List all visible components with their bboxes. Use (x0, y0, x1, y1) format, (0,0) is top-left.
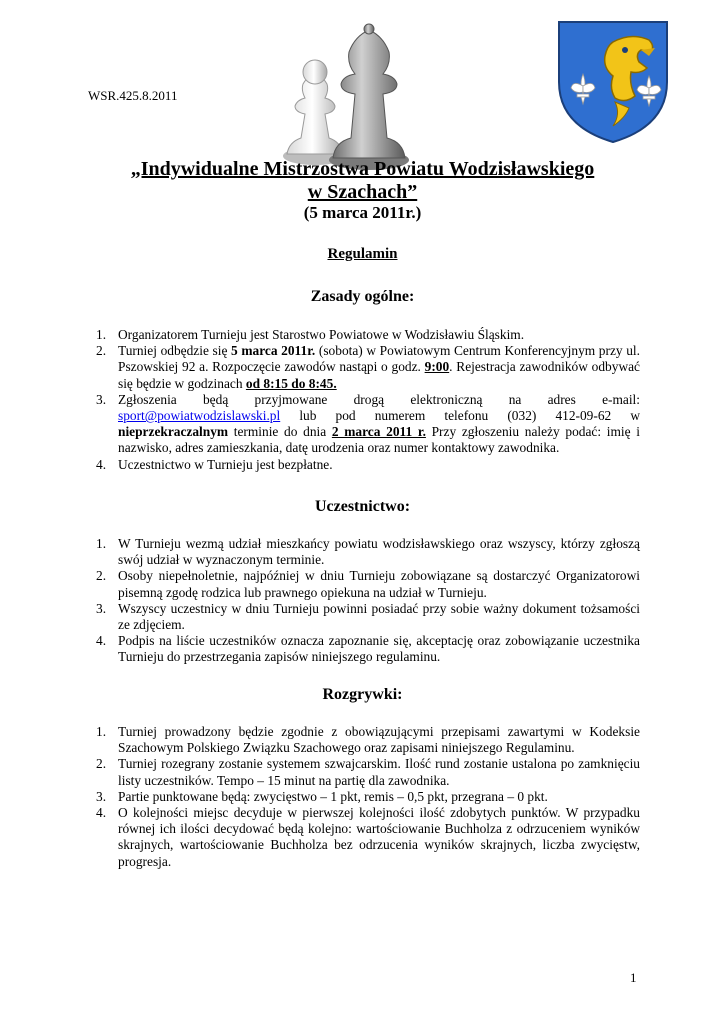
page-number: 1 (630, 970, 637, 985)
tournament-date: 5 marca 2011r. (231, 343, 316, 359)
list-item: 3. Partie punktowane będą: zwycięstwo – 1 pkt, remis – 0,5 pkt, przegrana – 0 pkt. (96, 788, 548, 804)
reference-number: WSR.425.8.2011 (88, 88, 178, 103)
list-item: 1. Turniej prowadzony będzie zgodnie z obowiązującymi przepisami zawartymi w Kodeksie Szachowym Polskiego Związku Szachowego oraz zapisami niniejszego Regulaminu. (96, 724, 640, 756)
list-item: 4. Podpis na liście uczestników oznacza zapoznanie się, akceptację oraz zobowiązanie uczestnika Turnieju do przestrzegania zapisów niniejszego regulaminu. (96, 633, 640, 665)
list-item: 4. O kolejności miejsc decyduje w pierwszej kolejności ilość zdobytych punktów. W przypadku równej ich ilości decydować będą kolejno: wartościowanie Buchholza z odrzuceniem wyników skrajnych, wartościowanie Buchholza bez odrzucenia wyników skrajnych, liczba zwycięstw, progresja. (96, 805, 640, 869)
section-heading-games: Rozgrywki: (322, 686, 403, 703)
list-item: 2. Turniej rozegrany zostanie systemem szwajcarskim. Ilość rund zostanie ustalona po zamknięciu listy uczestników. Tempo – 15 minut na partię dla zawodnika. (96, 756, 640, 788)
section-heading-participation: Uczestnictwo: (314, 498, 411, 515)
start-time: 9:00 (424, 359, 450, 375)
list-item: 3. Wszyscy uczestnicy w dniu Turnieju powinni posiadać przy sobie ważny dokument tożsamości ze zdjęciem. (96, 600, 640, 633)
title-date: (5 marca 2011r.) (303, 203, 422, 222)
list-item: 3. Zgłoszenia będą przyjmowane drogą elektroniczną na adres e-mail: sport@powiatwodzislawski.pl lub pod numerem telefonu (032) 412-09-62 w nieprzekraczalnym terminie do dnia 2 marca 2011 r. Przy zgłoszeniu należy podać: imię i nazwisko, adres zamieszkania, datę urodzenia oraz numer kontaktowy zawodnika. (96, 391, 640, 456)
games-list (88, 724, 640, 870)
title-line-2: w Szachach” (307, 181, 418, 203)
section-heading-general: Zasady ogólne: (310, 288, 415, 305)
coat-of-arms-icon (555, 18, 671, 146)
list-item: 2. Turniej odbędzie się 5 marca 2011r. (sobota) w Powiatowym Centrum Konferencyjnym przy ul. Pszowskiej 92 a. Rozpoczęcie zawodów nastąpi o godz. 9:00. Rejestracja zawodników odbywać się będzie w godzinach od 8:15 do 8:45. (96, 343, 640, 391)
list-item: 1. W Turnieju wezmą udział mieszkańcy powiatu wodzisławskiego oraz wszyscy, którzy zgłoszą swój udział w wyznaczonym terminie. (96, 536, 640, 568)
general-rules-list (88, 327, 640, 473)
email-link[interactable]: sport@powiatwodzislawski.pl (118, 408, 281, 424)
regulamin-heading: Regulamin (327, 246, 398, 262)
list-item: 4. Uczestnictwo w Turnieju jest bezpłatne. (96, 456, 333, 472)
list-item: 2. Osoby niepełnoletnie, najpóźniej w dniu Turnieju zobowiązane są dostarczyć Organizatorowi pisemną zgodę rodzica lub prawnego opiekuna na udział w Turnieju. (96, 568, 640, 600)
deadline-date: 2 marca 2011 r. (331, 424, 426, 440)
participation-list (88, 536, 640, 666)
chess-pawns-icon (275, 22, 435, 172)
list-item: 1. Organizatorem Turnieju jest Starostwo Powiatowe w Wodzisławiu Śląskim. (96, 327, 525, 342)
registration-hours: od 8:15 do 8:45. (245, 375, 337, 391)
title-line-1: „Indywidualne Mistrzostwa Powiatu Wodzisławskiego (130, 158, 595, 180)
